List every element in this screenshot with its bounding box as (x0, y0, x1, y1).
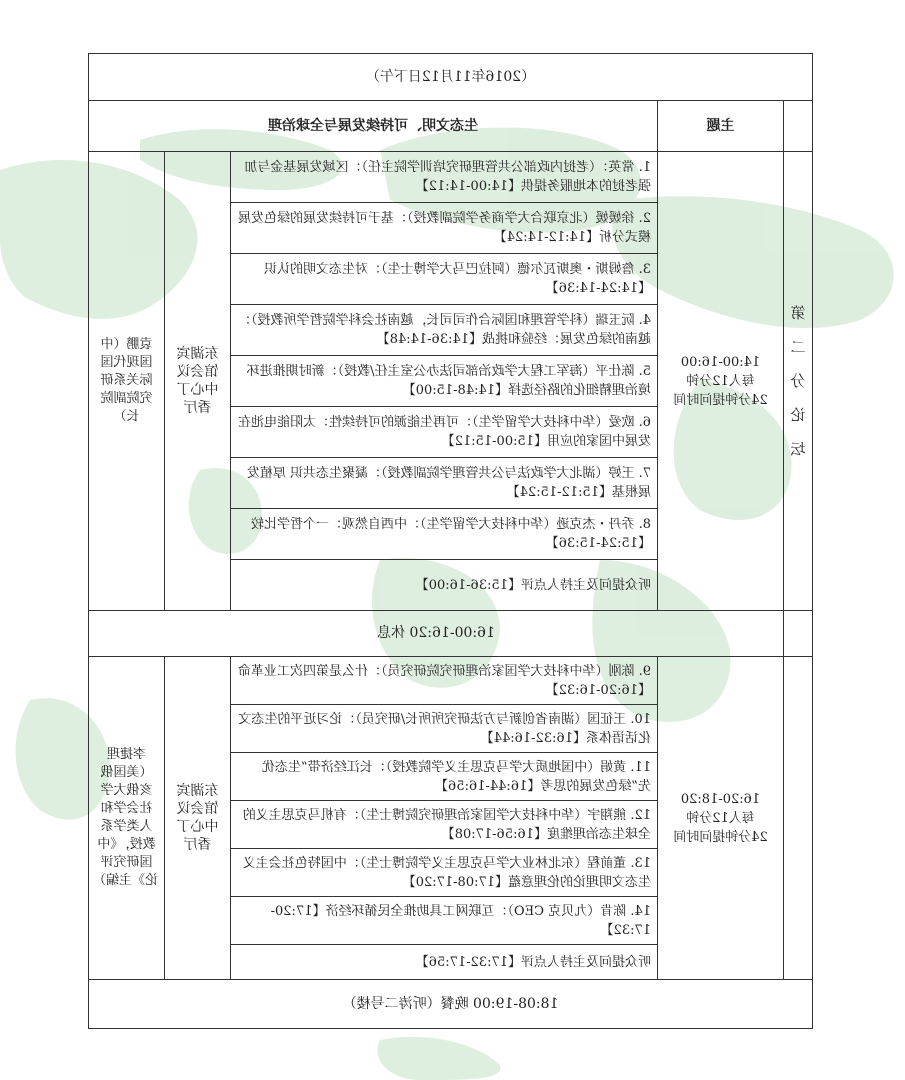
schedule-table (88, 53, 813, 1029)
header-label: 主题 (658, 101, 784, 152)
block2-time-text: 16:20-18:20 每人12分钟 24分钟提问时间 (673, 791, 768, 845)
block2-item-10: 10. 王征国（湖南省创新与方法研究所所长/研究员）：论习近平的生态文化话语体系【16:32-16:44】 (231, 705, 658, 753)
block1-chair: 袁鹏（中国现代国际关系研究院副院长） (89, 152, 165, 611)
block1-time (658, 152, 784, 611)
block2-item-11: 11. 黄娟（中国地质大学马克思主义学院教授）：长江经济带“生态优先”绿色发展的思考【16:44-16:56】 (231, 753, 658, 801)
block1-item-4: 4. 阮玉瑞（科学管理和国际合作司司长，越南社会科学院哲学所教授）：越南的绿色发展：经验和挑战【14:36-14:48】 (231, 305, 658, 356)
block2-item-12: 12. 熊翔宇（华中科技大学国家治理研究院博士生）：有机马克思主义的全球生态治理维度【16:56-17:08】 (231, 801, 658, 849)
block2-item-9: 9. 陈刚（华中科技大学国家治理研究院研究员）：什么是第四次工业革命【16:20-16:32】 (231, 657, 658, 705)
block2-venue: 东湖宾馆会议中心丁香厅 (165, 657, 231, 980)
block2-time (658, 657, 784, 980)
schedule-date-title: （2016年11月12日下午） (89, 54, 813, 101)
header-blank-cell (784, 101, 813, 152)
block1-item-3: 3. 詹姆斯・奥斯瓦尔德（阿拉巴马大学博士生）：对生态文明的认识【14:24-14:36】 (231, 254, 658, 305)
block1-item-2: 2. 徐媛媛（北京联合大学商务学院副教授）：基于可持续发展的绿色发展模式分析【14:12-14:24】 (231, 203, 658, 254)
block1-item-5: 5. 陈仕平（海军工程大学政治部司法办公室主任/教授）：新时期推进环境治理精细化的路径选择【14:48-15:00】 (231, 356, 658, 407)
block1-item-1: 1. 常英：（老挝内政部公共管理研究培训学院主任）：区域发展基金与加强老挝的本地服务提供【14:00-14:12】 (231, 152, 658, 203)
block1-venue: 东湖宾馆会议中心丁香厅 (165, 152, 231, 611)
block2-item-13: 13. 董前程（东北林业大学马克思主义学院博士生）：中国特色社会主义生态文明理论的伦理意蕴【17:08-17:20】 (231, 849, 658, 897)
block2-chair: 李捷理（美国俄亥俄大学社会学和人类学系教授，《中国研究评论》主编） (89, 657, 165, 980)
block1-time-text: 14:00-16:00 每人12分钟 24分钟提问时间 (673, 354, 768, 408)
break-blank-cell (784, 611, 813, 657)
header-theme: 生态文明、可持续发展与全球治理 (89, 101, 658, 152)
block1-qa: 听众提问及主持人点评【15:36-16:00】 (231, 560, 658, 611)
block1-item-8: 8. 乔丹・杰克逊（华中科技大学留学生）：中西自然观：一个哲学比较【15:24-15:36】 (231, 509, 658, 560)
break-label: 16:00-16:20 休息 (89, 611, 784, 657)
block1-item-6: 6. 欧爱（华中科技大学留学生）：可再生能源的可持续性：太阳能电池在发展中国家的应用【15:00-15:12】 (231, 407, 658, 458)
dinner-label: 18:08-19:00 晚餐（听涛二号楼） (89, 980, 813, 1029)
block2-qa: 听众提问及主持人点评【17:32-17:56】 (231, 945, 658, 980)
block2-blank-cell (784, 657, 813, 980)
block1-item-7: 7. 王婷（湖北大学政法与公共管理学院副教授）：凝聚生态共识 厚植发展根基【15:12-15:24】 (231, 458, 658, 509)
session-name: 第二分论坛 (784, 152, 813, 611)
block2-item-14: 14. 陈肯（九贝克 CEO）：互联网工具助推全民循环经济【17:20-17:32】 (231, 897, 658, 945)
